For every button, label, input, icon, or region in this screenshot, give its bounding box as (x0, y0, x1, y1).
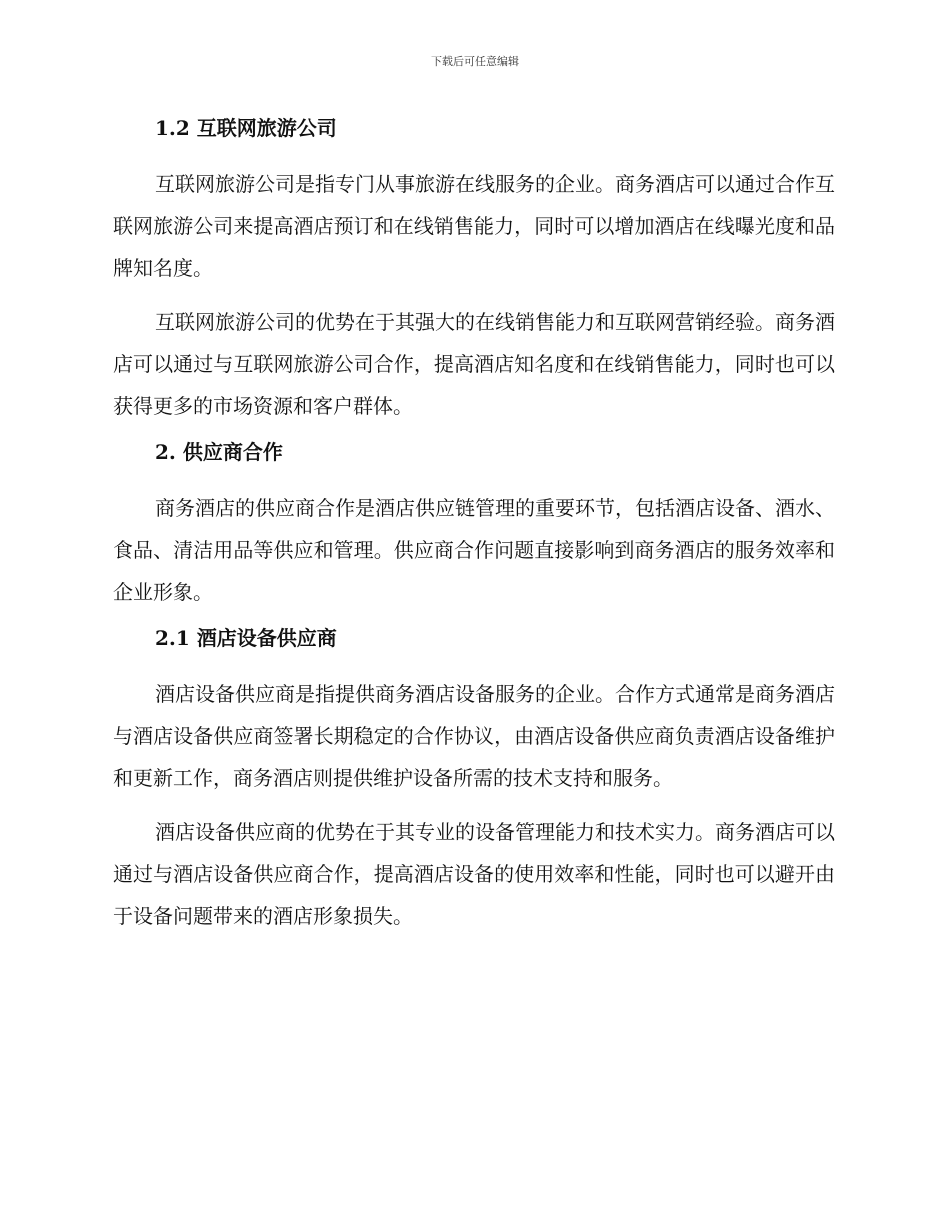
paragraph: 酒店设备供应商的优势在于其专业的设备管理能力和技术实力。商务酒店可以通过与酒店设备供应商合作，提高酒店设备的使用效率和性能，同时也可以避开由于设备问题带来的酒店形象损失。 (113, 820, 835, 928)
section-heading-2-1: 2.1 酒店设备供应商 (155, 626, 337, 650)
document-body (113, 110, 835, 937)
paragraph: 酒店设备供应商是指提供商务酒店设备服务的企业。合作方式通常是商务酒店与酒店设备供应商签署长期稳定的合作协议，由酒店设备供应商负责酒店设备维护和更新工作，商务酒店则提供维护设备所需的技术支持和服务。 (113, 682, 835, 790)
section-heading-2: 2. 供应商合作 (155, 440, 283, 464)
paragraph: 互联网旅游公司的优势在于其强大的在线销售能力和互联网营销经验。商务酒店可以通过与互联网旅游公司合作，提高酒店知名度和在线销售能力，同时也可以获得更多的市场资源和客户群体。 (113, 310, 835, 418)
page-header-note: 下载后可任意编辑 (431, 55, 519, 68)
paragraph: 互联网旅游公司是指专门从事旅游在线服务的企业。商务酒店可以通过合作互联网旅游公司来提高酒店预订和在线销售能力，同时可以增加酒店在线曝光度和品牌知名度。 (113, 172, 835, 280)
paragraph: 商务酒店的供应商合作是酒店供应链管理的重要环节，包括酒店设备、酒水、食品、清洁用品等供应和管理。供应商合作问题直接影响到商务酒店的服务效率和企业形象。 (113, 496, 835, 604)
section-heading-1-2: 1.2 互联网旅游公司 (155, 116, 337, 140)
